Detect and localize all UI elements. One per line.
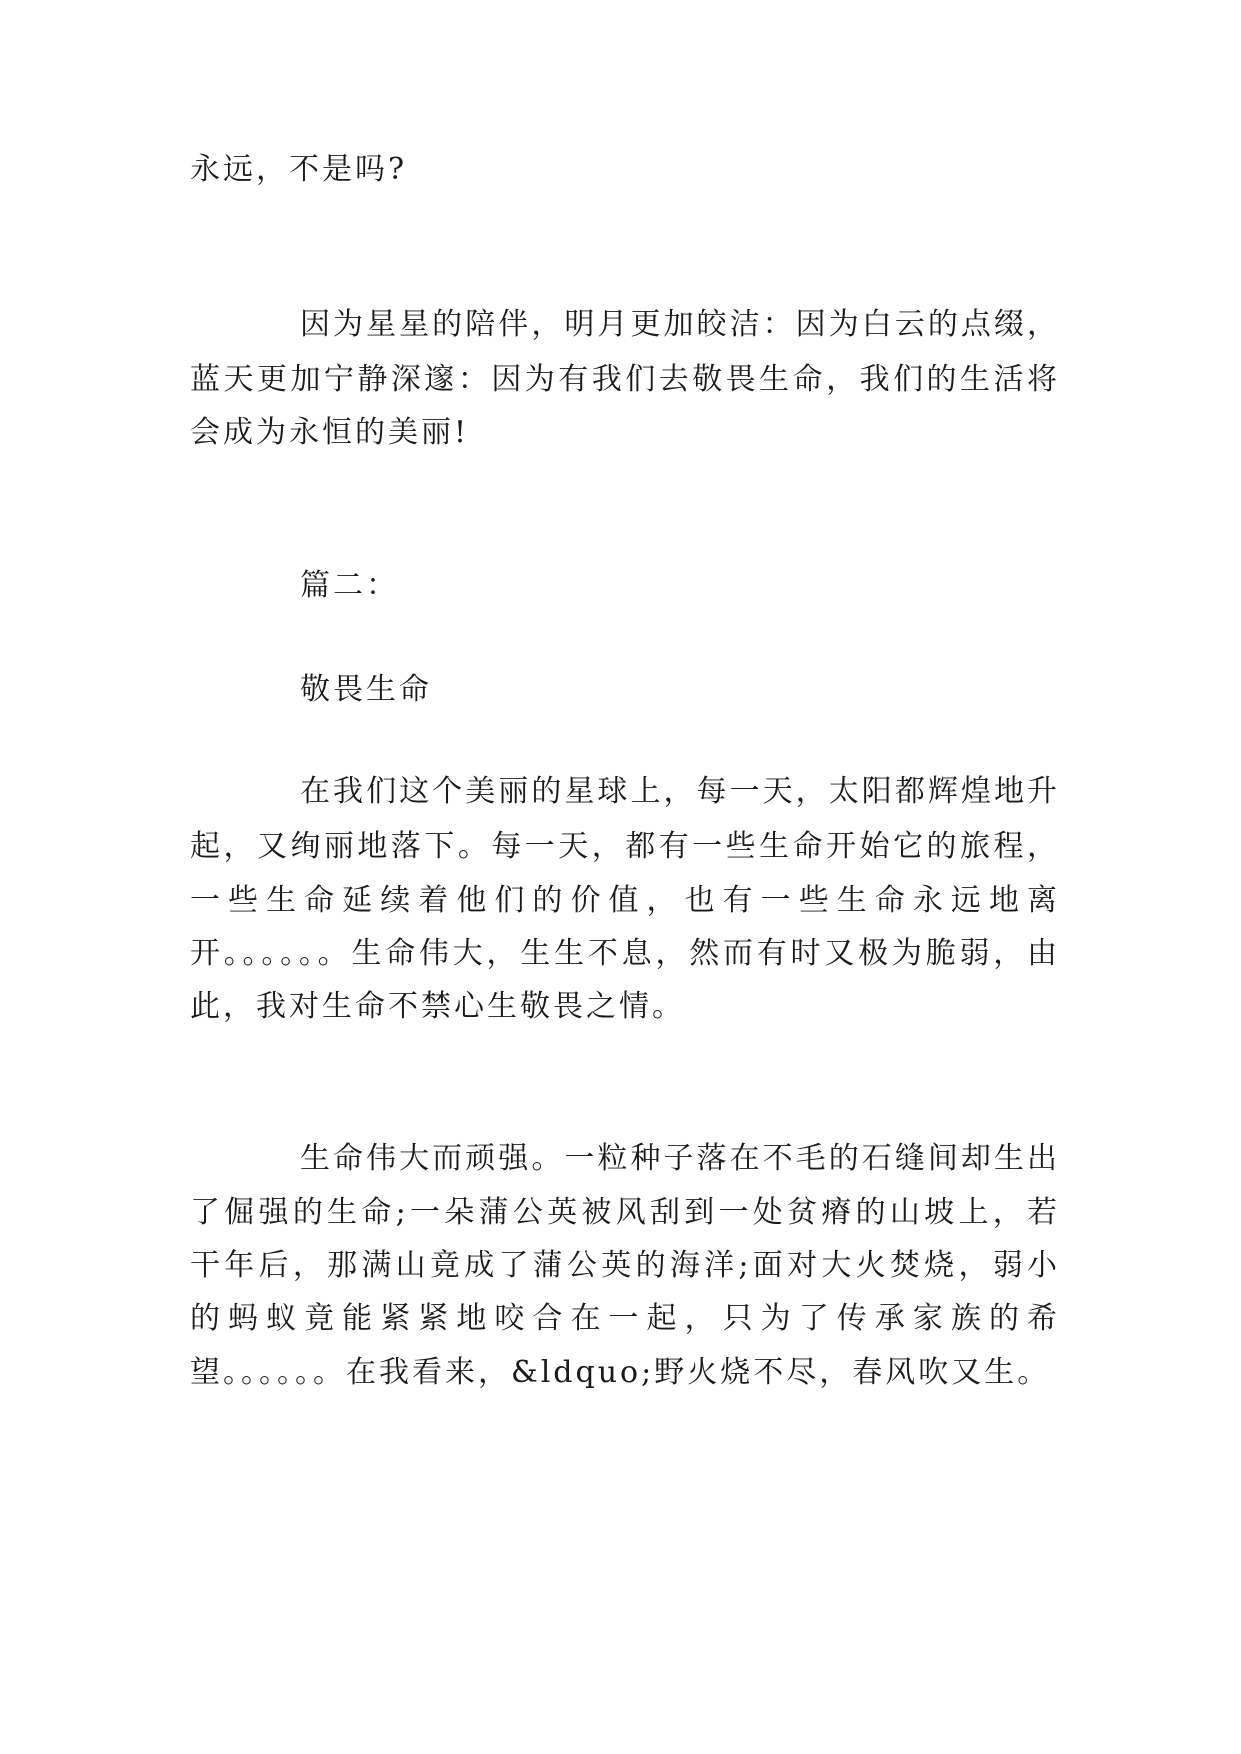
paragraph-line: 起，又绚丽地落下。每一天，都有一些生命开始它的旅程，	[190, 829, 1060, 864]
paragraph-line: 因为星星的陪伴，明月更加皎洁：因为白云的点缀，	[300, 307, 1060, 342]
paragraph-line: 的蚂蚁竟能紧紧地咬合在一起，只为了传承家族的希	[190, 1301, 1060, 1336]
paragraph-line: 会成为永恒的美丽!	[190, 415, 470, 450]
paragraph-line: 一些生命延续着他们的价值，也有一些生命永远地离	[190, 883, 1060, 918]
paragraph-line: 在我们这个美丽的星球上，每一天，太阳都辉煌地升	[300, 774, 1060, 809]
paragraph-line: 望。。。。。。在我看来，&ldquo;野火烧不尽，春风吹又生。	[190, 1355, 1051, 1390]
paragraph-line: 永远，不是吗?	[190, 152, 408, 187]
section-label: 篇二：	[300, 568, 399, 603]
paragraph-line: 干年后，那满山竟成了蒲公英的海洋;面对大火焚烧，弱小	[190, 1248, 1060, 1283]
paragraph-line: 生命伟大而顽强。一粒种子落在不毛的石缝间却生出	[300, 1141, 1060, 1176]
paragraph-line: 了倔强的生命;一朵蒲公英被风刮到一处贫瘠的山坡上，若	[190, 1195, 1060, 1230]
paragraph-line: 此，我对生命不禁心生敬畏之情。	[190, 989, 685, 1024]
section-title: 敬畏生命	[300, 672, 432, 707]
paragraph-line: 开。。。。。。生命伟大，生生不息，然而有时又极为脆弱，由	[190, 936, 1060, 971]
paragraph-line: 蓝天更加宁静深邃：因为有我们去敬畏生命，我们的生活将	[190, 362, 1060, 397]
